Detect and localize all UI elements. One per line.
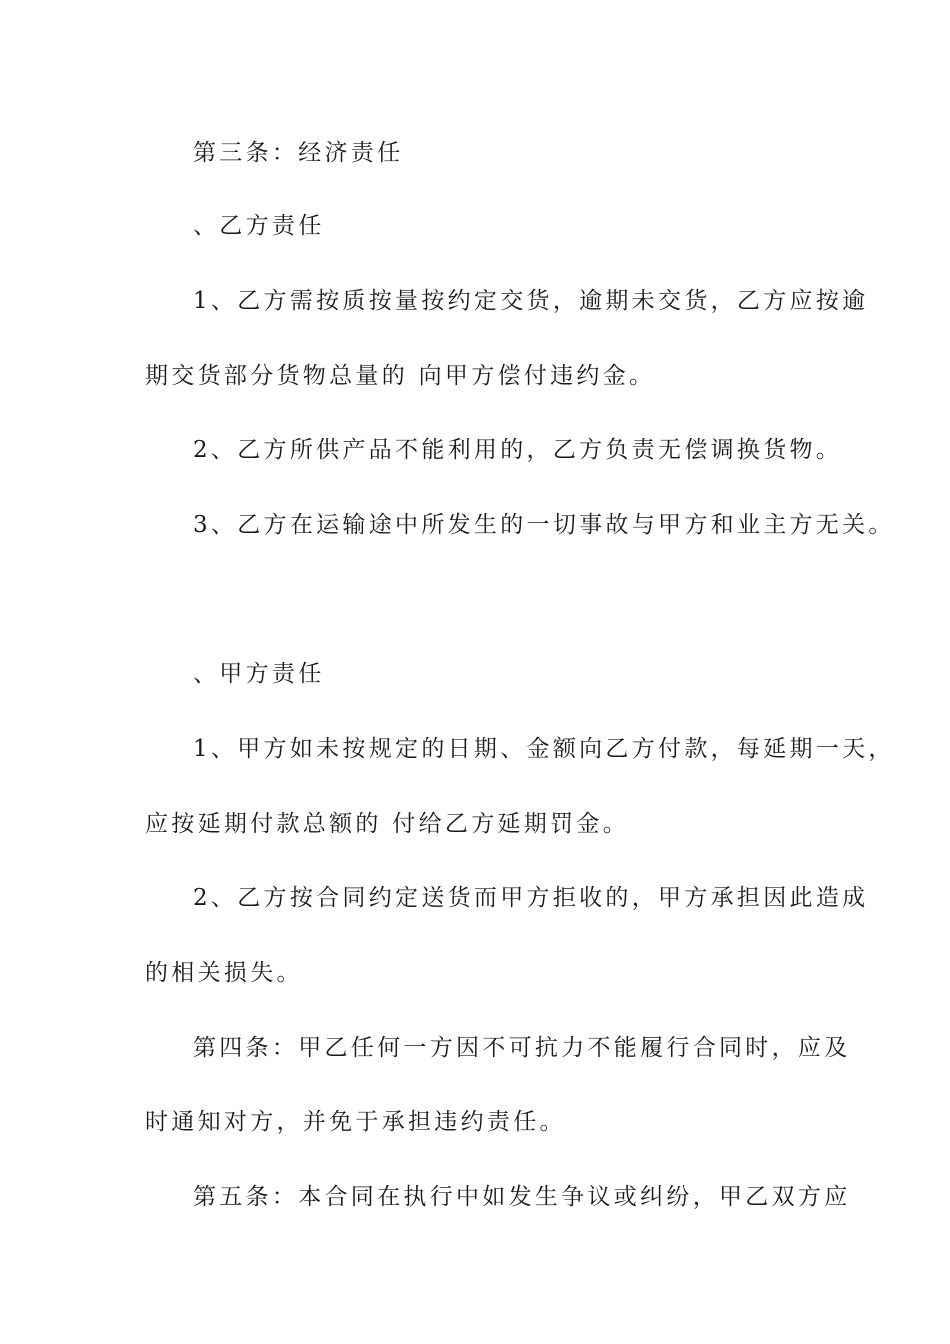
party-b-heading: 、乙方责任 [193,213,325,239]
party-b-clause-3: 3、乙方在运输途中所发生的一切事故与甲方和业主方无关。 [193,512,895,538]
article-4-line-2: 时通知对方，并免于承担违约责任。 [145,1109,566,1135]
article-3-title: 第三条：经济责任 [193,140,404,166]
party-b-clause-1-line-1: 1、乙方需按质按量按约定交货，逾期未交货，乙方应按逾 [193,288,869,314]
article-4-line-1: 第四条：甲乙任何一方因不可抗力不能履行合同时，应及 [193,1035,851,1061]
party-a-clause-2-line-2: 的相关损失。 [145,960,303,986]
party-b-clause-1-line-2: 期交货部分货物总量的 向甲方偿付违约金。 [145,363,656,389]
article-5-line-1: 第五条：本合同在执行中如发生争议或纠纷，甲乙双方应 [193,1184,851,1210]
party-a-heading: 、甲方责任 [193,661,325,687]
party-a-clause-1-line-2: 应按延期付款总额的 付给乙方延期罚金。 [145,811,630,837]
party-a-clause-1-line-1: 1、甲方如未按规定的日期、金额向乙方付款，每延期一天， [193,736,895,762]
party-b-clause-2: 2、乙方所供产品不能利用的，乙方负责无偿调换货物。 [193,437,843,463]
party-a-clause-2-line-1: 2、乙方按合同约定送货而甲方拒收的，甲方承担因此造成 [193,885,869,911]
